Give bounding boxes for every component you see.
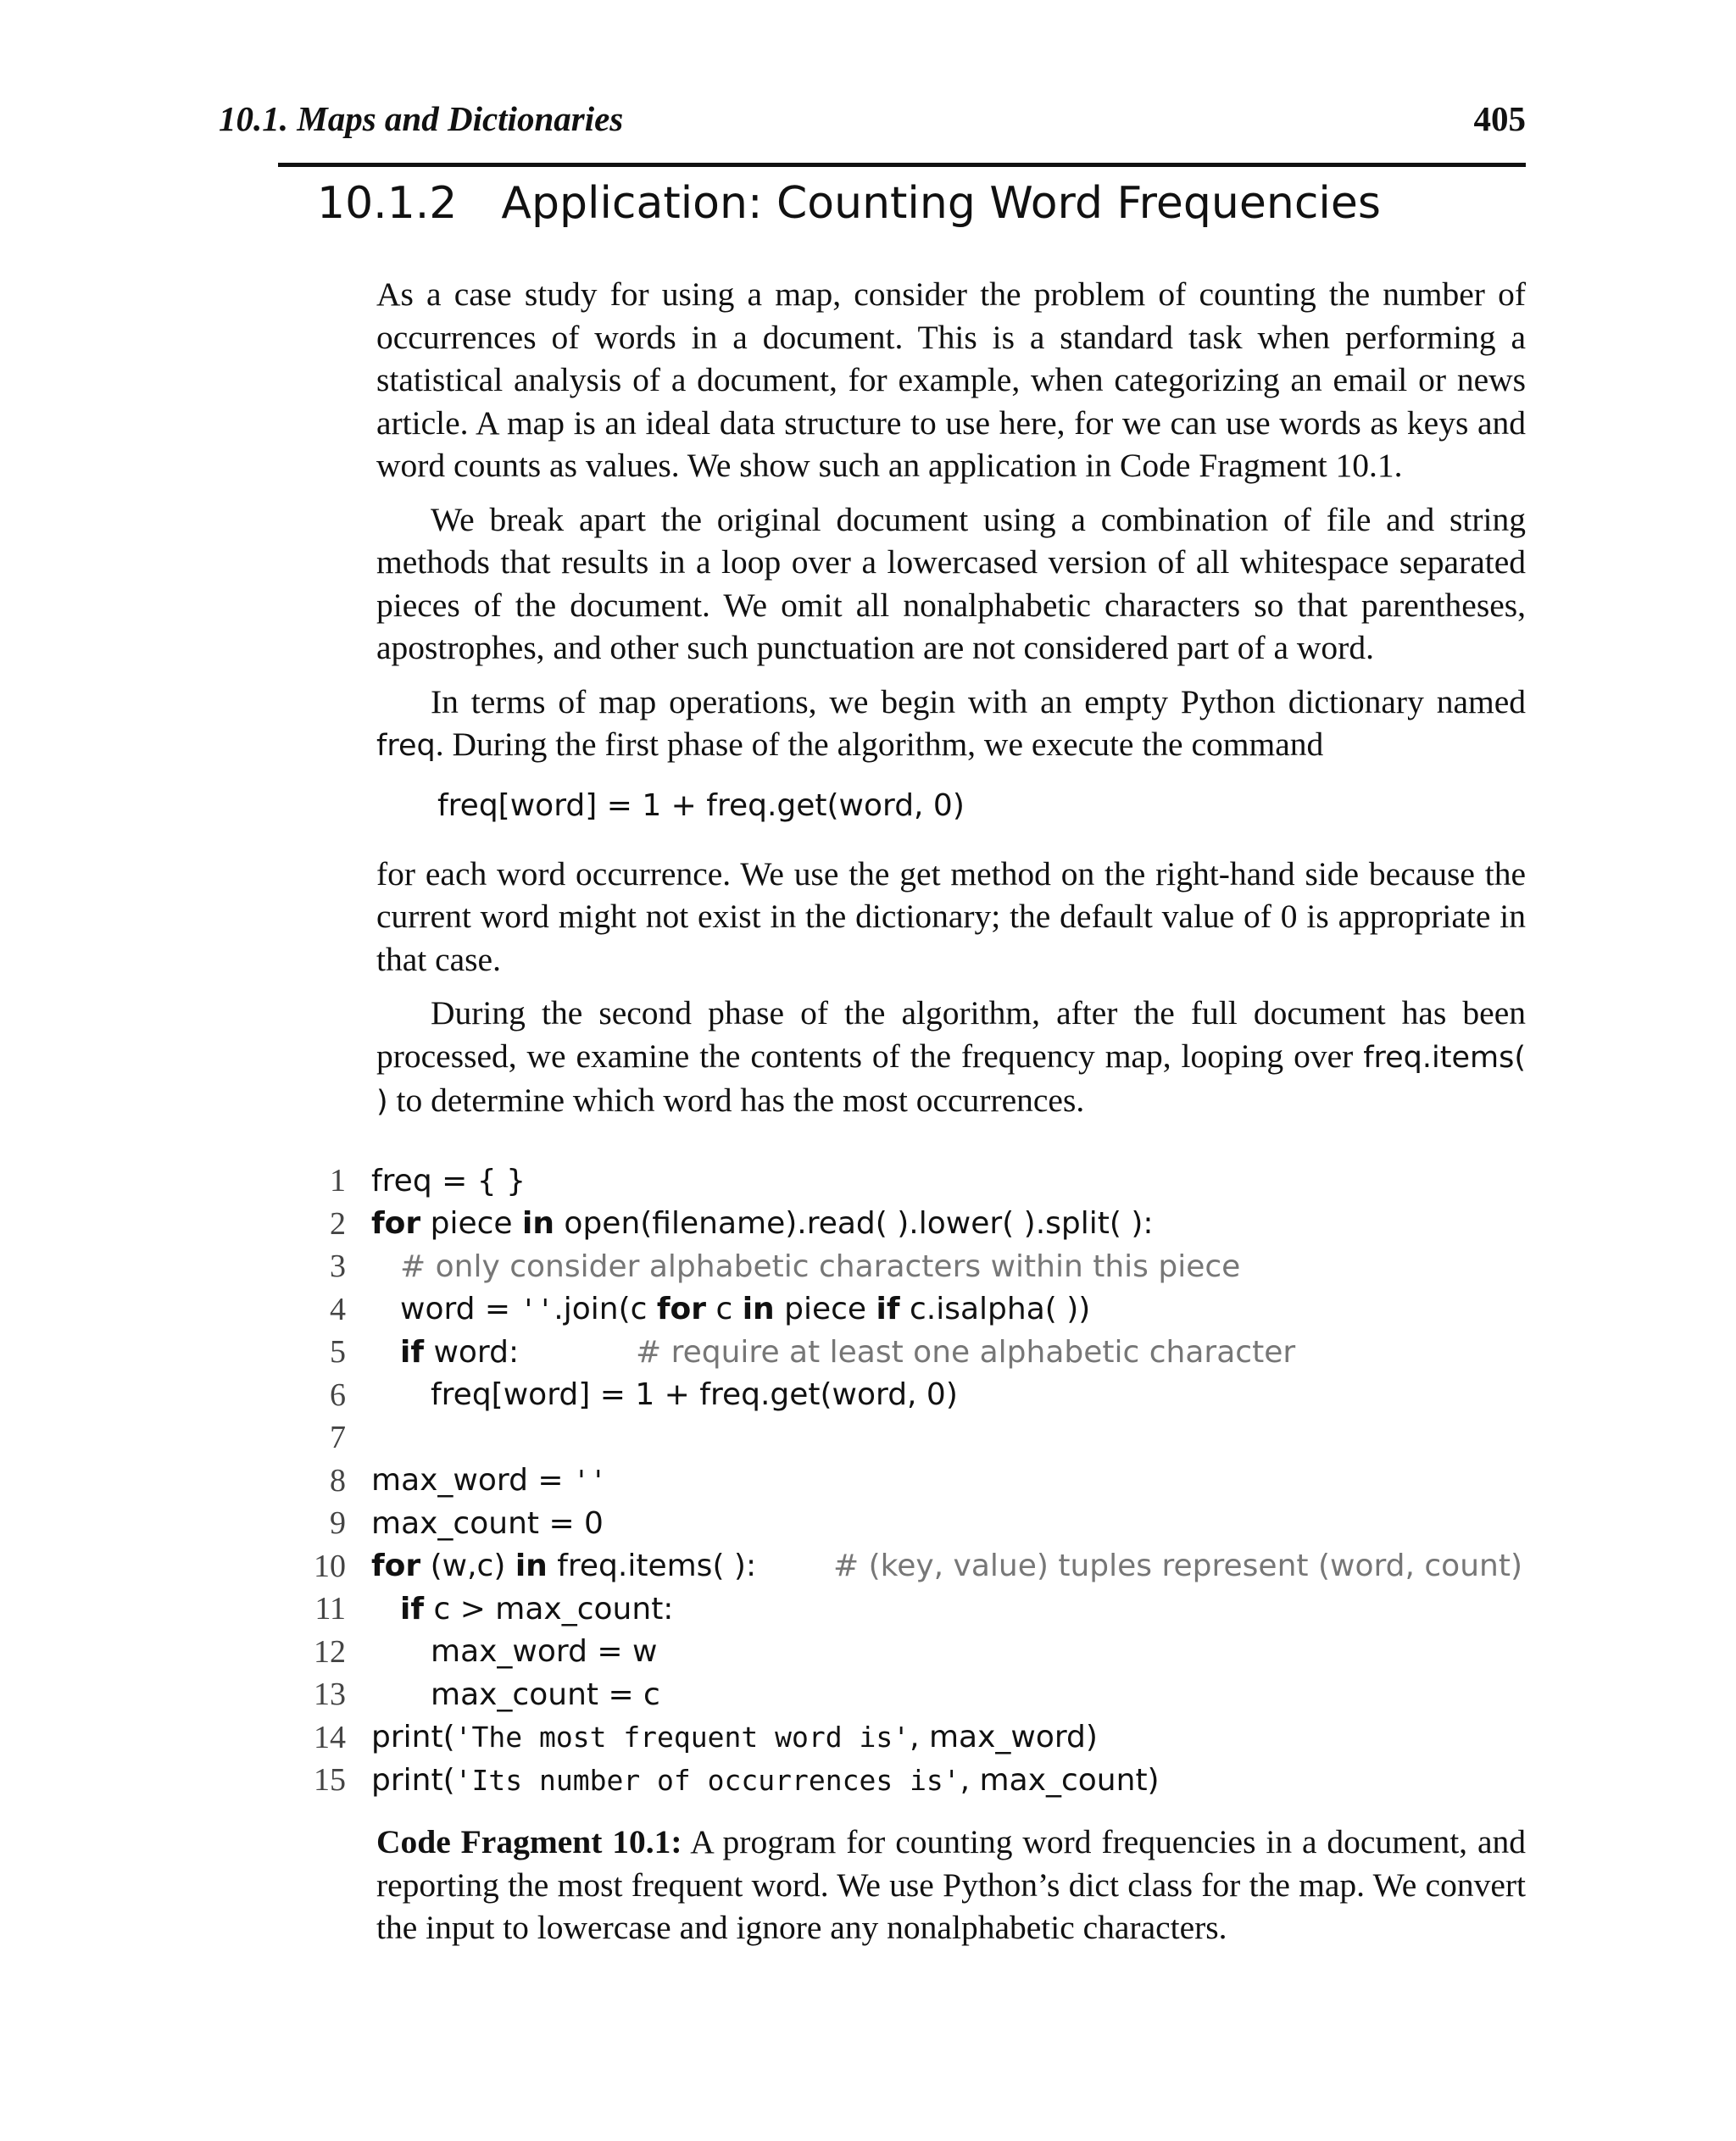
page-number: 405 <box>1473 99 1526 138</box>
line-number: 12 <box>314 1633 346 1670</box>
line-number: 2 <box>330 1205 346 1242</box>
line-number: 3 <box>330 1248 346 1285</box>
code-segment: (w,c) <box>420 1549 515 1584</box>
code-text <box>371 1763 1543 1798</box>
code-segment: c > max_count: <box>424 1591 674 1627</box>
code-text <box>371 1292 1543 1326</box>
code-text: max_word = w <box>431 1634 658 1670</box>
string-literal: '' <box>572 1464 607 1498</box>
code-line <box>305 1759 1543 1802</box>
code-segment: word = <box>400 1292 520 1327</box>
code-line <box>305 1331 1543 1374</box>
line-number: 5 <box>330 1334 346 1371</box>
paragraph-3-text-a: In terms of map operations, we begin with an empty Python dictionary named <box>431 682 1526 720</box>
code-segment: print( <box>371 1762 455 1798</box>
paragraph-2: We break apart the original document using a combination of file and string methods that results in a loop over a lowercased version of all whitespace separated pieces of the document. We omit all nonalphabetic characters so that parentheses, apostrophes, and other such punctuation are not considered part of a word. <box>376 500 1526 666</box>
paragraph-5-text-b: to determine which word has the most occurrences. <box>387 1082 1085 1119</box>
keyword-in: in <box>522 1206 554 1242</box>
code-text: max_count = c <box>431 1677 660 1712</box>
paragraph-1: As a case study for using a map, consider the problem of counting the number of occurrences of words in a document. This is a standard task when performing a statistical analysis of a document, for example, when categorizing an email or news article. A map is an ideal data structure to use here, for we can use words as keys and word counts as values. We show such an application in Code Fragment 10.1. <box>376 275 1526 484</box>
code-line <box>305 1716 1543 1760</box>
code-text <box>371 1592 1543 1627</box>
line-number: 4 <box>330 1291 346 1327</box>
code-text <box>371 1206 1543 1241</box>
section-title: Application: Counting Word Frequencies <box>501 178 1381 229</box>
paragraph-5-text-a: During the second phase of the algorithm, after the full document has been processed, we examine the contents of the frequency map, looping over <box>376 994 1526 1075</box>
code-fragment <box>305 1159 1543 1802</box>
running-head-section: 10.1. Maps and Dictionaries <box>219 99 624 138</box>
inline-code-get: get <box>899 854 941 893</box>
code-segment: piece <box>420 1206 522 1242</box>
string-literal: '' <box>520 1293 554 1326</box>
code-caption <box>376 1821 1526 1949</box>
line-number: 11 <box>314 1591 346 1627</box>
line-number: 13 <box>314 1677 346 1713</box>
code-line <box>305 1631 1543 1674</box>
code-segment: c <box>706 1292 743 1327</box>
section-number: 10.1.2 <box>317 178 458 229</box>
line-number: 8 <box>330 1462 346 1499</box>
code-segment: open(filename).read( ).lower( ).split( ): <box>554 1206 1154 1242</box>
code-text <box>371 1463 1543 1498</box>
code-text <box>371 1549 1543 1583</box>
code-text <box>371 1720 1543 1755</box>
keyword-if: if <box>876 1292 900 1327</box>
line-number: 10 <box>314 1548 346 1584</box>
code-segment: c.isalpha( )) <box>899 1292 1091 1327</box>
line-number: 14 <box>314 1719 346 1755</box>
keyword-for: for <box>371 1549 421 1584</box>
paragraph-4 <box>376 853 1526 982</box>
code-segment: print( <box>371 1720 455 1755</box>
code-line <box>305 1416 1543 1460</box>
line-number: 7 <box>330 1420 346 1456</box>
line-number: 6 <box>330 1376 346 1413</box>
code-segment: max_word = <box>371 1463 573 1499</box>
keyword-for: for <box>371 1206 421 1242</box>
code-segment: , max_count) <box>960 1762 1160 1798</box>
code-segment: piece <box>774 1292 876 1327</box>
line-number: 1 <box>330 1163 346 1199</box>
code-line <box>305 1673 1543 1716</box>
code-text <box>371 1335 1543 1370</box>
code-comment: # require at least one alphabetic character <box>636 1334 1296 1370</box>
keyword-if: if <box>400 1334 425 1370</box>
inline-code-freq: freq <box>376 729 436 763</box>
code-text: max_count = 0 <box>371 1505 604 1541</box>
display-equation: freq[word] = 1 + freq.get(word, 0) <box>437 787 965 823</box>
line-number: 9 <box>330 1505 346 1542</box>
code-line <box>305 1159 1543 1203</box>
code-text: freq[word] = 1 + freq.get(word, 0) <box>431 1377 958 1413</box>
code-line <box>305 1588 1543 1631</box>
code-text <box>371 1249 1543 1284</box>
code-comment: # (key, value) tuples represent (word, count) <box>833 1549 1522 1584</box>
string-literal: 'Its number of occurrences is' <box>454 1763 960 1797</box>
section-heading <box>317 178 1381 229</box>
code-segment: , max_word) <box>910 1720 1098 1755</box>
code-line <box>305 1460 1543 1503</box>
code-segment: freq.items( ): <box>547 1549 757 1584</box>
running-head <box>219 98 1526 139</box>
inline-code-freq-items: freq.items( ) <box>376 1040 1526 1119</box>
code-segment: word: <box>424 1334 520 1370</box>
code-line <box>305 1374 1543 1417</box>
header-rule <box>278 163 1526 167</box>
paragraph-3 <box>376 681 1526 768</box>
code-line <box>305 1245 1543 1288</box>
paragraph-5 <box>376 992 1526 1124</box>
paragraph-4-text-a: for each word occurrence. We use the <box>376 854 900 893</box>
code-line <box>305 1203 1543 1246</box>
string-literal: 'The most frequent word is' <box>454 1721 910 1755</box>
keyword-if: if <box>400 1591 425 1627</box>
code-line <box>305 1502 1543 1545</box>
line-number: 15 <box>314 1762 346 1799</box>
code-line <box>305 1288 1543 1332</box>
caption-text: A program for counting word frequencies in a document, and reporting the most frequent word. We use Python’s dict class for the map. We convert the input to lowercase and ignore any nonalphabetic characters. <box>376 1823 1526 1946</box>
keyword-in: in <box>742 1292 775 1327</box>
code-comment: # only consider alphabetic characters within this piece <box>400 1248 1241 1284</box>
code-text: freq = { } <box>371 1163 526 1198</box>
paragraph-3-text-b: . During the first phase of the algorithm, we execute the command <box>435 726 1324 763</box>
paragraph-4-text-b: method on the right-hand side because the current word might not exist in the dictionary; the default value of 0 is appropriate in that case. <box>376 854 1526 978</box>
code-line <box>305 1545 1543 1588</box>
caption-label: Code Fragment 10.1: <box>376 1823 682 1860</box>
keyword-in: in <box>515 1549 548 1584</box>
keyword-for: for <box>656 1292 707 1327</box>
body-text <box>376 273 1526 1135</box>
code-segment: .join(c <box>554 1292 657 1327</box>
